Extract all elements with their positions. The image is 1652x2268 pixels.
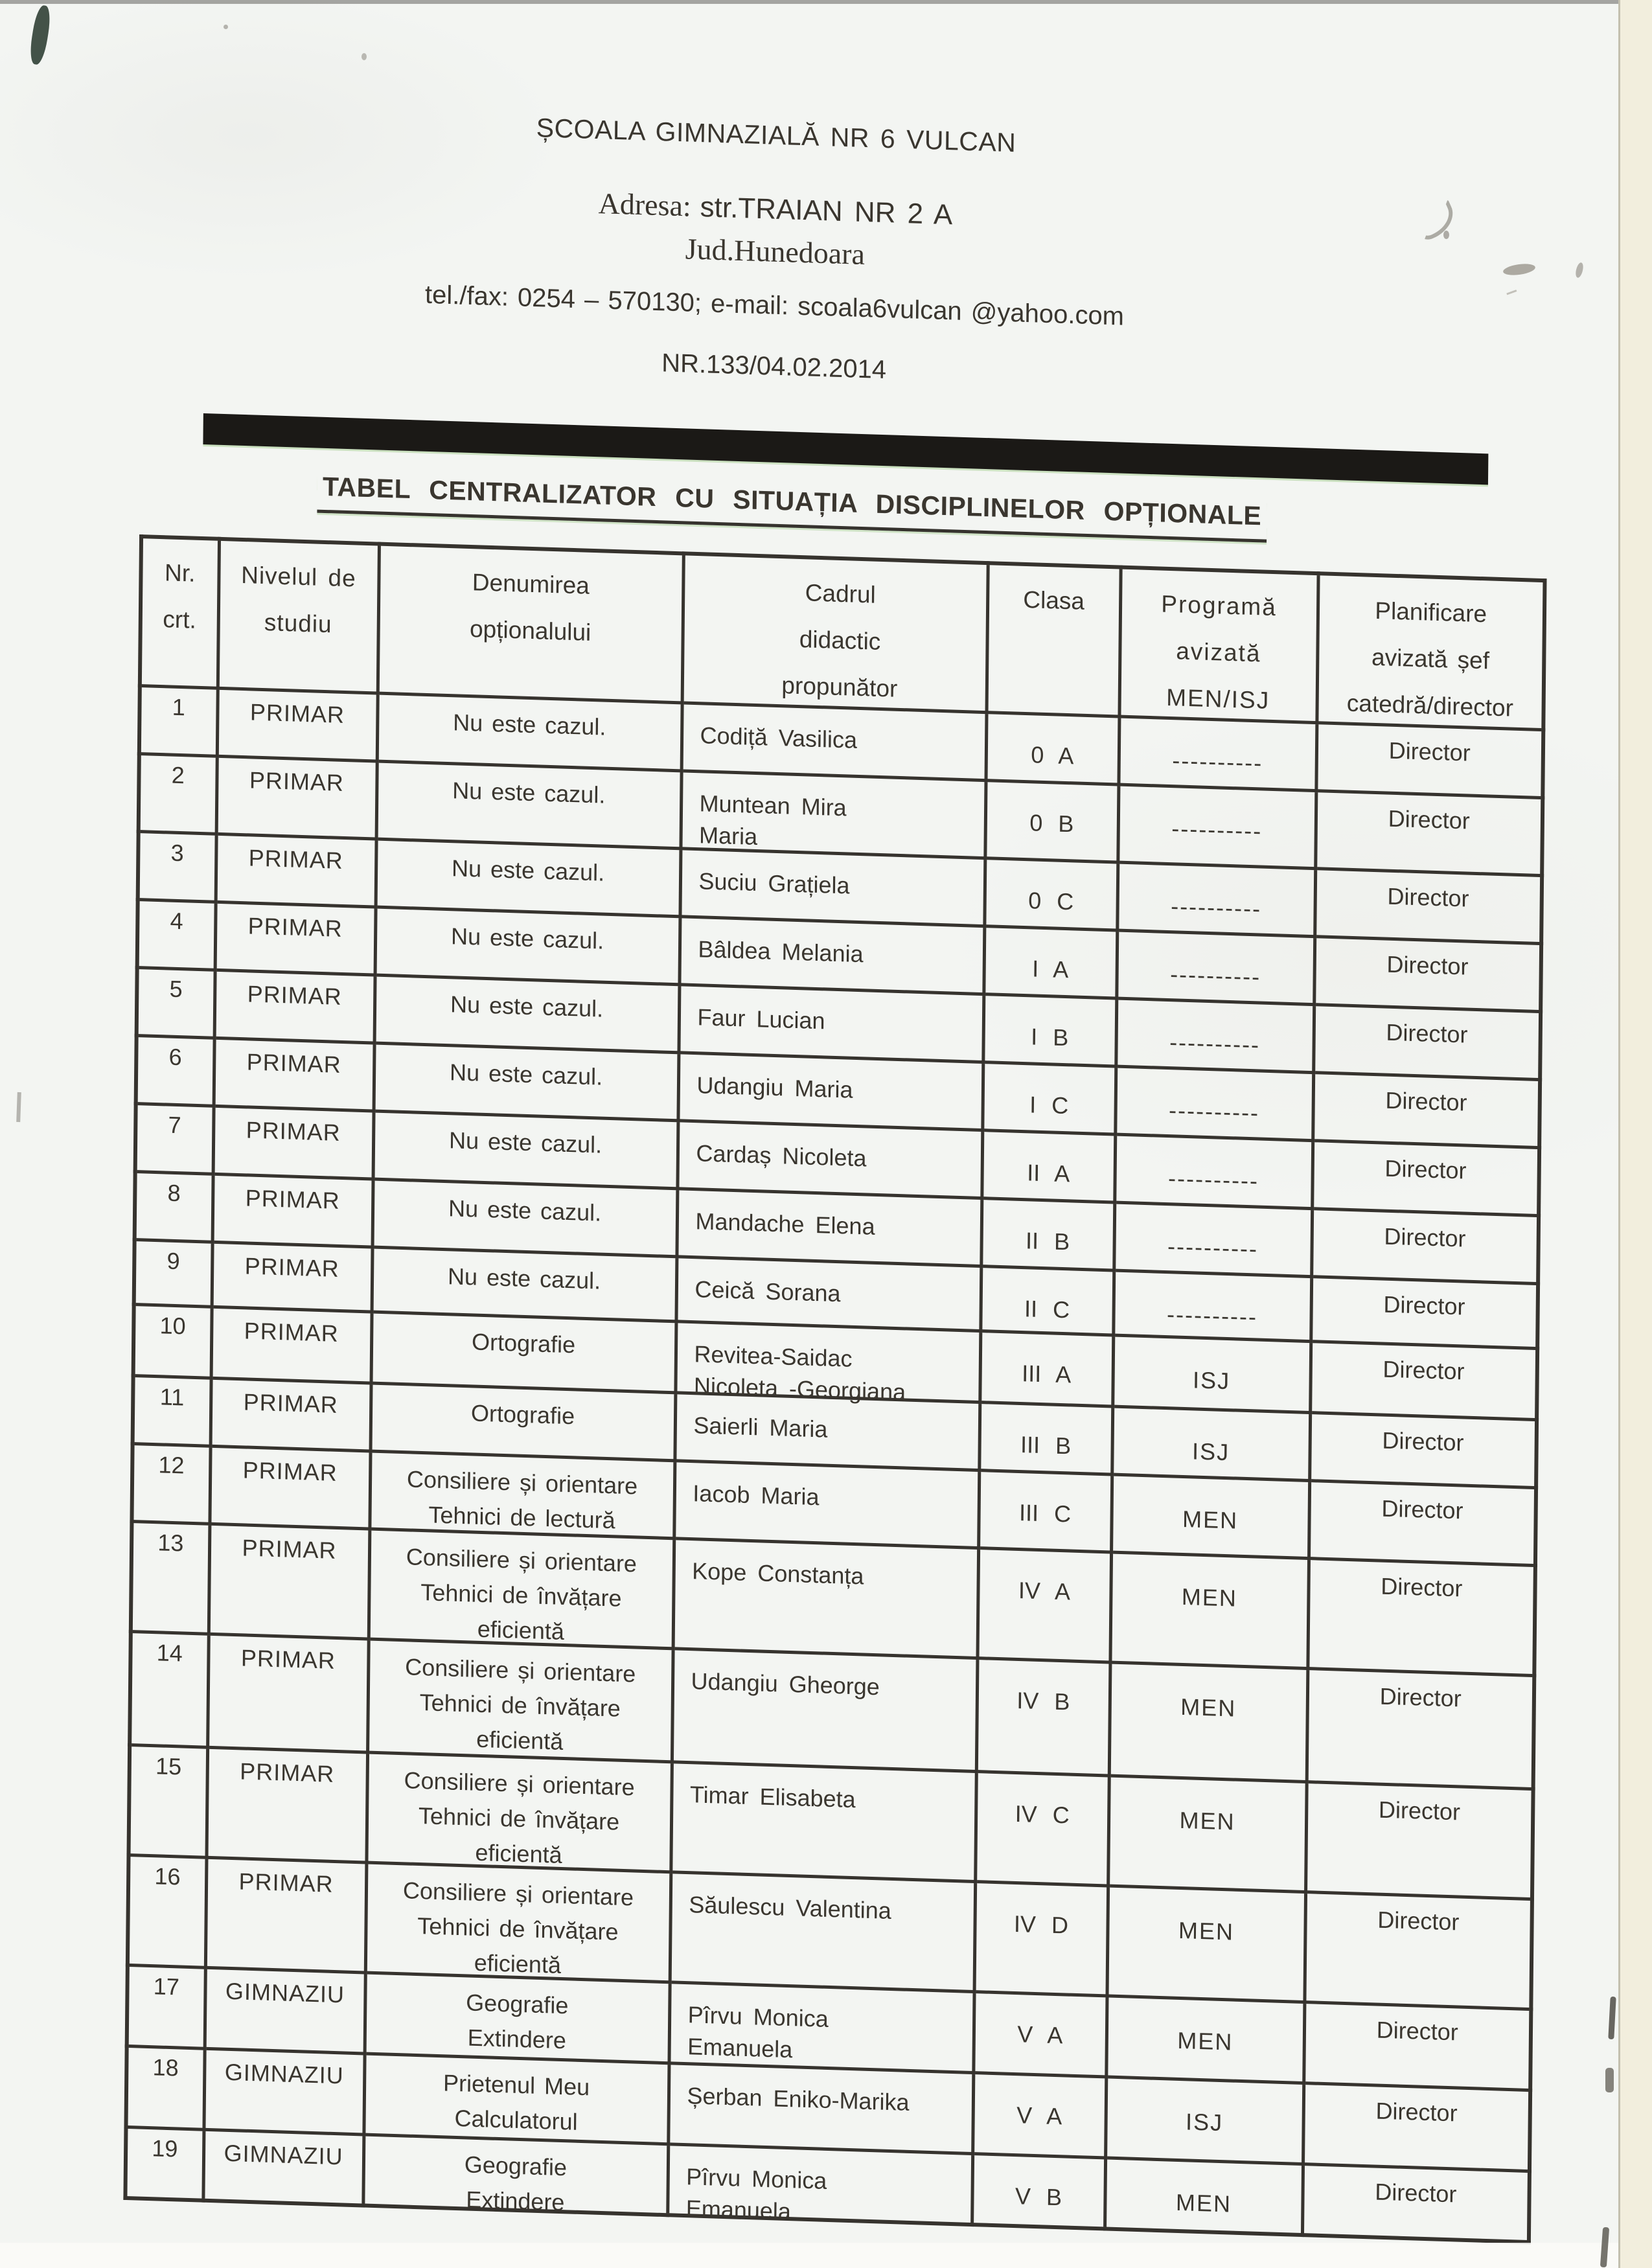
scanner-top-edge (0, 0, 1652, 4)
cell-programa: MEN (1105, 2157, 1303, 2235)
cell-denumire: Geografie Extindere (365, 1972, 670, 2063)
cell-clasa: III A (980, 1331, 1113, 1406)
cell-nivel-studiu: GIMNAZIU (203, 2129, 363, 2206)
cell-clasa: III B (979, 1402, 1112, 1474)
cell-planificare: Director (1303, 2083, 1530, 2171)
cell-denumire: Nu este cazul. (375, 907, 680, 985)
cell-cadru-didactic: Timar Elisabeta (671, 1761, 976, 1881)
cell-programa: MEN (1106, 1995, 1304, 2083)
cell-nivel-studiu: PRIMAR (216, 756, 377, 839)
cell-nr: 14 (130, 1631, 209, 1747)
col-header-clasa: Clasa (987, 563, 1121, 716)
cell-nr: 10 (133, 1304, 212, 1378)
cell-nivel-studiu: PRIMAR (211, 1378, 371, 1451)
cell-nr: 4 (137, 899, 216, 970)
cell-nivel-studiu: PRIMAR (215, 902, 376, 975)
cell-clasa: I B (983, 994, 1116, 1066)
paper-right-edge (1618, 0, 1652, 2268)
col-header-denumire: Denumirea opționalului (378, 544, 683, 703)
cell-nivel-studiu: PRIMAR (209, 1446, 370, 1529)
cell-programa: MEN (1107, 1885, 1306, 2002)
cell-planificare: Director (1315, 790, 1543, 875)
cell-planificare: Director (1307, 1668, 1535, 1789)
cell-cadru-didactic: Udangiu Maria (678, 1052, 983, 1130)
cell-clasa: IV C (975, 1771, 1109, 1885)
cell-programa: MEN (1108, 1775, 1307, 1892)
cell-cadru-didactic: Ceică Sorana (676, 1256, 981, 1331)
document-title: TABEL CENTRALIZATOR CU SITUAȚIA DISCIPLINELOR OPȚIONALE (317, 472, 1267, 543)
cell-cadru-didactic: Revitea-Saidac Nicoleta -Georgiana (675, 1321, 980, 1402)
cell-nr: 3 (138, 831, 216, 902)
cell-programa: ISJ (1112, 1406, 1310, 1481)
optional-disciplines-table (123, 534, 1546, 2244)
cell-clasa: V B (972, 2153, 1105, 2228)
cell-clasa: V A (973, 1991, 1107, 2076)
cell-planificare: Director (1316, 722, 1543, 797)
cell-nivel-studiu: PRIMAR (212, 1174, 373, 1247)
cell-nr: 18 (126, 2046, 204, 2129)
cell-nivel-studiu: PRIMAR (211, 1307, 372, 1383)
col-header-programa: Programă avizată MEN/ISJ (1119, 567, 1318, 723)
cell-nr: 9 (134, 1239, 212, 1307)
school-name: ȘCOALA GIMNAZIALĂ NR 6 VULCAN (536, 113, 1016, 158)
cell-planificare: Director (1313, 1004, 1541, 1079)
cell-clasa: IV B (976, 1658, 1110, 1775)
cell-clasa: 0 A (986, 712, 1119, 784)
cell-denumire: Consiliere și orientare Tehnici de lectură (369, 1451, 674, 1539)
cell-nr: 12 (132, 1443, 210, 1524)
cell-programa: ---------- (1116, 998, 1314, 1073)
col-header-cadru: Cadrul didactic propunător (682, 553, 988, 712)
table-grid (123, 534, 1546, 2244)
cell-programa: ISJ (1112, 1335, 1311, 1413)
address-label: Adresa: (598, 187, 691, 223)
cell-programa: MEN (1111, 1474, 1309, 1559)
cell-denumire: Nu este cazul. (372, 1247, 677, 1322)
cell-nr: 6 (136, 1035, 214, 1106)
registration-number: NR.133/04.02.2014 (661, 349, 887, 385)
cell-planificare: Director (1314, 936, 1541, 1011)
cell-programa: ---------- (1116, 930, 1314, 1005)
cell-programa: MEN (1109, 1662, 1308, 1781)
cell-nr: 16 (128, 1855, 207, 1967)
cell-nivel-studiu: PRIMAR (209, 1524, 370, 1639)
cell-planificare: Director (1307, 1558, 1535, 1675)
cell-denumire: Consiliere și orientare Tehnici de învățare eficientă (365, 1862, 671, 1982)
cell-cadru-didactic: Saierli Maria (674, 1392, 980, 1470)
cell-denumire: Nu este cazul. (376, 839, 681, 917)
cell-nivel-studiu: PRIMAR (207, 1634, 369, 1752)
cell-cadru-didactic: Udangiu Gheorge (672, 1648, 978, 1771)
cell-cadru-didactic: Șerban Eniko-Marika (668, 2063, 973, 2153)
cell-nivel-studiu: PRIMAR (206, 1747, 367, 1862)
cell-cadru-didactic: Faur Lucian (678, 984, 983, 1062)
col-header-nr-crt: Nr. crt. (140, 536, 219, 688)
cell-nivel-studiu: PRIMAR (214, 970, 375, 1043)
cell-denumire: Ortografie (371, 1383, 676, 1461)
address-value: str.TRAIAN NR 2 A (700, 191, 953, 231)
cell-planificare: Director (1314, 868, 1542, 943)
cell-programa: ---------- (1114, 1202, 1312, 1277)
cell-clasa: V A (972, 2072, 1106, 2157)
cell-planificare: Director (1309, 1480, 1536, 1565)
cell-cadru-didactic: Muntean Mira Maria (680, 770, 985, 858)
cell-programa: ---------- (1113, 1270, 1311, 1342)
cell-cadru-didactic: Suciu Grațiela (680, 848, 985, 926)
cell-nr: 15 (129, 1745, 208, 1857)
cell-nr: 17 (127, 1965, 205, 2048)
cell-programa: ISJ (1105, 2076, 1303, 2164)
right-edge-pen-streak (1605, 2068, 1614, 2092)
cell-planificare: Director (1310, 1341, 1537, 1419)
cell-cadru-didactic: Codiță Vasilica (682, 702, 987, 780)
cell-clasa: II B (981, 1198, 1114, 1270)
cell-nivel-studiu: PRIMAR (212, 1242, 373, 1312)
cell-denumire: Nu este cazul. (374, 975, 680, 1053)
county-line: Jud.Hunedoara (685, 232, 866, 271)
cell-clasa: IV D (974, 1881, 1108, 1995)
table-body (125, 685, 1543, 2242)
cell-cadru-didactic: Pîrvu Monica Emanuela (667, 2144, 972, 2225)
cell-nr: 1 (139, 685, 218, 756)
cell-clasa: II A (981, 1130, 1115, 1202)
col-header-nivel: Nivelul de studiu (218, 539, 379, 693)
cell-clasa: 0 C (984, 858, 1118, 930)
cell-planificare: Director (1311, 1276, 1538, 1348)
cell-cadru-didactic: Bâldea Melania (679, 916, 984, 994)
cell-planificare: Director (1305, 1781, 1533, 1899)
cell-denumire: Geografie Extindere (363, 2134, 668, 2215)
cell-cadru-didactic: Cardaș Nicoleta (677, 1120, 982, 1198)
cell-cadru-didactic: Mandache Elena (676, 1188, 981, 1266)
cell-nr: 19 (125, 2127, 203, 2201)
cell-nivel-studiu: GIMNAZIU (205, 1967, 365, 2054)
cell-planificare: Director (1309, 1412, 1537, 1487)
cell-nivel-studiu: PRIMAR (205, 1857, 367, 1973)
cell-nr: 13 (131, 1521, 210, 1634)
cell-cadru-didactic: Săulescu Valentina (670, 1872, 976, 1991)
cell-cadru-didactic: Iacob Maria (674, 1460, 979, 1548)
scan-artifact-dot (361, 53, 367, 60)
cell-planificare: Director (1304, 1892, 1532, 2009)
cell-programa: ---------- (1117, 862, 1315, 937)
cell-planificare: Director (1311, 1208, 1539, 1283)
cell-clasa: II C (980, 1266, 1114, 1334)
cell-denumire: Nu este cazul. (373, 1111, 678, 1189)
cell-denumire: Nu este cazul. (377, 693, 682, 771)
cell-cadru-didactic: Pîrvu Monica Emanuela (669, 1982, 974, 2072)
scan-artifact-dot (224, 25, 228, 29)
cell-nr: 2 (139, 753, 217, 834)
cell-nivel-studiu: PRIMAR (217, 688, 378, 761)
cell-programa: ---------- (1118, 785, 1316, 869)
cell-nr: 11 (133, 1375, 211, 1446)
cell-clasa: I A (983, 926, 1117, 998)
cell-denumire: Nu este cazul. (374, 1043, 679, 1121)
cell-programa: ---------- (1115, 1066, 1313, 1141)
cell-planificare: Director (1303, 2002, 1531, 2090)
cell-cadru-didactic: Kope Constanța (673, 1538, 979, 1658)
cell-denumire: Nu este cazul. (376, 761, 682, 849)
scanner-bottom-edge (0, 2243, 1618, 2268)
pen-mark-dot (1443, 231, 1449, 239)
cell-clasa: I C (982, 1062, 1116, 1134)
cell-denumire: Consiliere și orientare Tehnici de învățare eficientă (369, 1529, 674, 1649)
cell-denumire: Nu este cazul. (373, 1179, 678, 1257)
cell-programa: ---------- (1118, 716, 1316, 791)
cell-nivel-studiu: PRIMAR (214, 1038, 374, 1111)
cell-planificare: Director (1313, 1072, 1540, 1147)
cell-clasa: 0 B (985, 780, 1118, 862)
cell-planificare: Director (1312, 1140, 1539, 1215)
col-header-planificare: Planificare avizată șef catedră/director (1316, 573, 1544, 729)
cell-nr: 5 (137, 967, 215, 1038)
cell-clasa: IV A (978, 1548, 1112, 1662)
contact-line: tel./fax: 0254 – 570130; e-mail: scoala6vulcan @yahoo.com (424, 280, 1125, 331)
cell-nr: 7 (135, 1103, 214, 1174)
cell-nivel-studiu: GIMNAZIU (203, 2048, 364, 2135)
cell-denumire: Ortografie (371, 1312, 676, 1393)
cell-denumire: Consiliere și orientare Tehnici de învățare eficientă (367, 1639, 673, 1762)
cell-nivel-studiu: PRIMAR (213, 1106, 374, 1179)
cell-planificare: Director (1302, 2164, 1530, 2242)
cell-nr: 8 (135, 1171, 213, 1242)
cell-nivel-studiu: PRIMAR (216, 834, 376, 907)
cell-programa: MEN (1110, 1552, 1309, 1668)
cell-programa: ---------- (1114, 1134, 1313, 1209)
cell-clasa: III C (978, 1470, 1112, 1552)
cell-denumire: Prietenul Meu Calculatorul (363, 2053, 669, 2144)
cell-denumire: Consiliere și orientare Tehnici de învățare eficientă (366, 1752, 672, 1872)
